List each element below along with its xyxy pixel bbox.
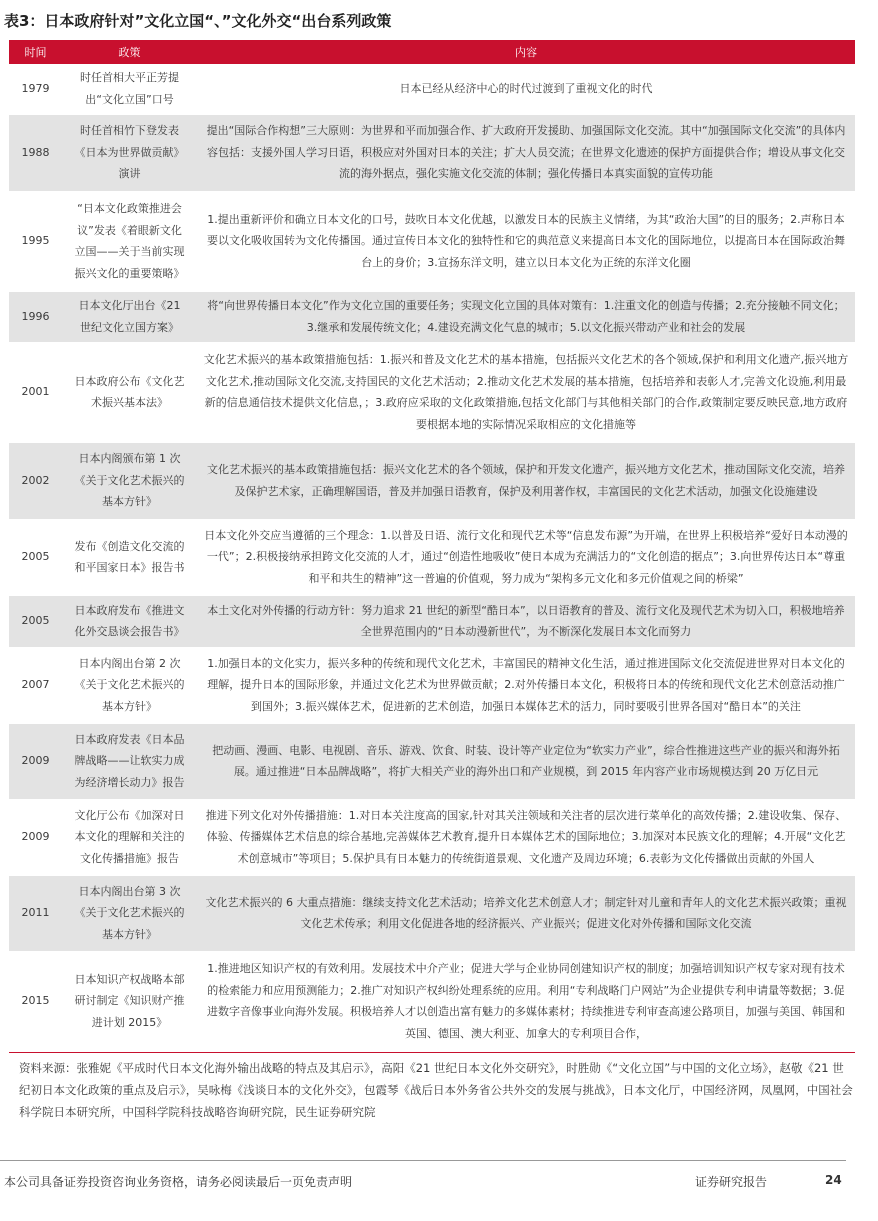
row-time: 2002 xyxy=(9,442,62,519)
table-row xyxy=(9,723,855,799)
row-policy: 时任首相大平正芳提出“文化立国”口号 xyxy=(62,64,197,114)
header-row xyxy=(9,40,855,64)
row-content: 文化艺术振兴的 6 大重点措施：继续支持文化艺术活动；培养文化艺术创意人才；制定针对儿童和青年人的文化艺术振兴政策；重视文化艺术传承；利用文化促进各地的经济振兴、产业振兴；促进文化对外传播和国际文化交流 xyxy=(197,875,855,951)
row-content: 文化艺术振兴的基本政策措施包括：振兴文化艺术的各个领域，保护和开发文化遗产，振兴地方文化艺术，推动国际文化交流，培养及保护艺术家，正确理解国语，普及并加强日语教育，保护及利用著作权，丰富国民的文化艺术活动，加强文化设施建设 xyxy=(197,442,855,519)
row-time: 2015 xyxy=(9,951,62,1051)
row-policy: 日本文化厅出台《21 世纪文化立国方案》 xyxy=(62,291,197,342)
table-row xyxy=(9,647,855,723)
row-policy: “日本文化政策推进会议”发表《着眼新文化立国——关于当前实现振兴文化的重要策略》 xyxy=(62,191,197,291)
row-policy: 日本内阁出台第 2 次《关于文化艺术振兴的基本方针》 xyxy=(62,647,197,723)
row-content: 将“向世界传播日本文化”作为文化立国的重要任务；实现文化立国的具体对策有：1.注重文化的创造与传播；2.充分接触不同文化；3.继承和发展传统文化；4.建设充满文化气息的城市；5.以文化振兴带动产业和社会的发展 xyxy=(197,291,855,342)
row-policy: 日本内阁出台第 3 次《关于文化艺术振兴的基本方针》 xyxy=(62,875,197,951)
footer-divider xyxy=(0,1160,846,1161)
row-time: 2005 xyxy=(9,595,62,647)
source-divider xyxy=(9,1052,855,1053)
policy-table-container xyxy=(9,40,855,1052)
table-row xyxy=(9,951,855,1051)
row-policy: 日本内阁颁布第 1 次《关于文化艺术振兴的基本方针》 xyxy=(62,442,197,519)
row-policy: 时任首相竹下登发表《日本为世界做贡献》演讲 xyxy=(62,114,197,191)
row-time: 1988 xyxy=(9,114,62,191)
table-body xyxy=(9,64,855,1051)
row-time: 2011 xyxy=(9,875,62,951)
table-row xyxy=(9,291,855,342)
row-time: 2009 xyxy=(9,799,62,875)
table-title: 表3：日本政府针对”文化立国“、”文化外交“出台系列政策 xyxy=(4,12,392,30)
row-policy: 日本政府发布《推进文化外交恳谈会报告书》 xyxy=(62,595,197,647)
row-content: 本土文化对外传播的行动方针：努力追求 21 世纪的新型“酷日本”，以日语教育的普及、流行文化及现代艺术为切入口，积极地培养全世界范围内的“日本动漫新世代”，为不断深化发展日本文化而努力 xyxy=(197,595,855,647)
row-time: 1979 xyxy=(9,64,62,114)
footer-disclaimer: 本公司具备证券投资咨询业务资格，请务必阅读最后一页免责声明 xyxy=(4,1175,353,1189)
row-content: 1.加强日本的文化实力，振兴多种的传统和现代文化艺术，丰富国民的精神文化生活，通过推进国际文化交流促进世界对日本文化的理解，提升日本的国际形象，并通过文化艺术为世界做贡献；2.对外传播日本文化，积极将日本的传统和现代文化艺术创意活动推广到国外；3.振兴媒体艺术，促进新的艺术创造，加强日本媒体艺术的活力，同时要吸引世界各国对“酷日本”的关注 xyxy=(197,647,855,723)
table-row xyxy=(9,519,855,595)
row-time: 1996 xyxy=(9,291,62,342)
header-time: 时间 xyxy=(9,40,62,64)
row-content: 提出“国际合作构想”三大原则：为世界和平而加强合作、扩大政府开发援助、加强国际文化交流。其中“加强国际文化交流”的具体内容包括：支援外国人学习日语，积极应对外国对日本的关注；扩大人员交流；在世界文化遗迹的保护方面提供合作；增设从事文化交流的海外据点，强化实施文化交流的体制；强化传播日本真实面貌的宣传功能 xyxy=(197,114,855,191)
row-content: 1.提出重新评价和确立日本文化的口号，鼓吹日本文化优越，以激发日本的民族主义情绪，为其“政治大国”的目的服务；2.声称日本要以文化吸收国转为文化传播国。通过宣传日本文化的独特性和它的典范意义来提高日本文化的国际地位，以提高日本在国际政治舞台上的身价；3.宣扬东洋文明，建立以日本文化为正统的东洋文化圈 xyxy=(197,191,855,291)
table-row xyxy=(9,342,855,442)
row-policy: 发布《创造文化交流的和平国家日本》报告书 xyxy=(62,519,197,595)
source-note: 资料来源：张雅妮《平成时代日本文化海外输出战略的特点及其启示》，高阳《21 世纪日本文化外交研究》，时胜勋《“文化立国”与中国的文化立场》，赵敬《21 世纪初日本文化政策的重点及启示》，吴咏梅《浅谈日本的文化外交》，包霞琴《战后日本外务省公共外交的发展与挑战》，日本文化厅，中国经济网，凤凰网，中国社会科学院日本研究所，中国科学院科技战略咨询研究院，民生证券研究院 xyxy=(19,1061,853,1119)
header-content: 内容 xyxy=(197,40,855,64)
row-time: 2009 xyxy=(9,723,62,799)
row-content: 1.推进地区知识产权的有效利用。发展技术中介产业；促进大学与企业协同创建知识产权的制度；加强培训知识产权专家对现有技术的检索能力和应用预测能力；2.推广对知识产权纠纷处理系统的应用。利用“专利战略门户网站”为企业提供专利申请量等数据；3.促进数字音像事业向海外发展。积极培养人才以创造出富有魅力的多媒体素材；持续推进专利审查高速公路项目，加强与美国、韩国和英国、德国、澳大利亚、加拿大的专利项目合作， xyxy=(197,951,855,1051)
row-policy: 文化厅公布《加深对日本文化的理解和关注的文化传播措施》报告 xyxy=(62,799,197,875)
row-content: 推进下列文化对外传播措施：1.对日本关注度高的国家,针对其关注领域和关注者的层次进行菜单化的高效传播；2.建设收集、保存、体验、传播媒体艺术信息的综合基地,完善媒体艺术教育,提升日本媒体艺术的国际地位；3.加深对本民族文化的理解；4.开展“文化艺术创意城市”等项目；5.保护具有日本魅力的传统街道景观、文化遗产及周边环境；6.表彰为文化传播做出贡献的外国人 xyxy=(197,799,855,875)
table-row xyxy=(9,191,855,291)
table-row xyxy=(9,64,855,114)
policy-table xyxy=(9,40,855,1052)
table-row xyxy=(9,114,855,191)
row-time: 1995 xyxy=(9,191,62,291)
table-row xyxy=(9,595,855,647)
table-header xyxy=(9,40,855,64)
row-time: 2001 xyxy=(9,342,62,442)
row-content: 把动画、漫画、电影、电视剧、音乐、游戏、饮食、时装、设计等产业定位为“软实力产业”，综合性推进这些产业的振兴和海外拓展。通过推进“日本品牌战略”，将扩大相关产业的海外出口和产业规模，到 2015 年内容产业市场规模达到 20 万亿日元 xyxy=(197,723,855,799)
row-content: 文化艺术振兴的基本政策措施包括：1.振兴和普及文化艺术的基本措施，包括振兴文化艺术的各个领域,保护和利用文化遗产,振兴地方文化艺术,推动国际文化交流,支持国民的文化艺术活动；2.推动文化艺术发展的基本措施，包括培养和表彰人才,完善文化设施,利用最新的信息通信技术提供文化信息，；3.政府应采取的文化政策措施,包括文化部门与其他相关部门的合作,政策制定要反映民意,地方政府要根据本地的实际情况采取相应的文化措施等 xyxy=(197,342,855,442)
table-row xyxy=(9,799,855,875)
row-content: 日本文化外交应当遵循的三个理念：1.以普及日语、流行文化和现代艺术等“信息发布源”为开端，在世界上积极培养“爱好日本动漫的一代”；2.积极接纳承担跨文化交流的人才，通过“创造性地吸收”使日本成为充满活力的“文化创造的据点”；3.向世界传达日本“尊重和平和共生的精神”这一普遍的价值观，努力成为“架构多元文化和多元价值观之间的桥梁” xyxy=(197,519,855,595)
header-policy: 政策 xyxy=(62,40,197,64)
row-policy: 日本政府公布《文化艺术振兴基本法》 xyxy=(62,342,197,442)
row-policy: 日本知识产权战略本部研讨制定《知识财产推进计划 2015》 xyxy=(62,951,197,1051)
row-time: 2005 xyxy=(9,519,62,595)
table-row xyxy=(9,875,855,951)
footer-report-type: 证券研究报告 xyxy=(695,1175,768,1189)
table-row xyxy=(9,442,855,519)
row-content: 日本已经从经济中心的时代过渡到了重视文化的时代 xyxy=(197,64,855,114)
row-time: 2007 xyxy=(9,647,62,723)
row-policy: 日本政府发表《日本品牌战略——让软实力成为经济增长动力》报告 xyxy=(62,723,197,799)
page-number: 24 xyxy=(825,1173,842,1187)
